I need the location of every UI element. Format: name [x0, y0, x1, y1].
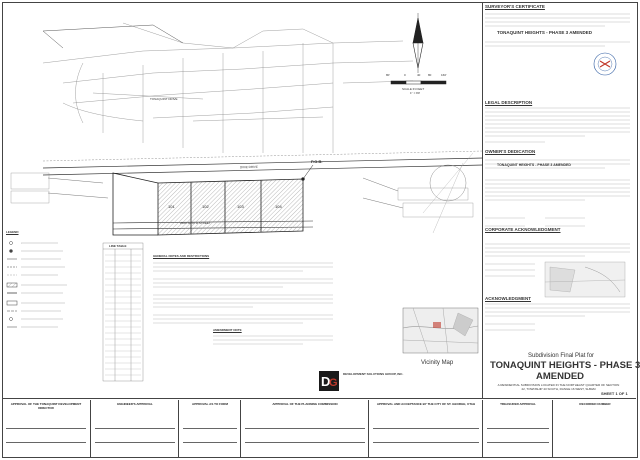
plat-title-amended: AMENDED	[536, 371, 585, 382]
company-name: DEVELOPMENT SOLUTIONS GROUP, INC.	[343, 372, 404, 376]
location-description: A RESIDENTIAL SUBDIVISION LOCATED IN THE NORTHEAST QUARTER OF SECTION 22, TOWNSHIP 43 SOUTH, RANGE 16 WEST, SLB&M	[497, 383, 620, 391]
corporate-ack-title: CORPORATE ACKNOWLEDGMENT	[485, 227, 561, 232]
legend-symbols	[7, 242, 17, 328]
approval-block-5	[482, 400, 553, 458]
approval-title-2: APPROVAL AS TO FORM	[192, 402, 228, 406]
scale-tick-1: 0	[404, 73, 406, 77]
lot-label: 103	[237, 204, 244, 209]
lot-label: 101	[168, 204, 175, 209]
approval-block-2	[178, 400, 241, 458]
legal-description-title: LEGAL DESCRIPTION	[485, 100, 533, 105]
vicinity-map-label: Vicinity Map	[421, 360, 454, 366]
general-notes-title: GENERAL NOTES AND RESTRICTIONS	[153, 254, 210, 258]
existing-lots-upper	[43, 23, 413, 153]
scale-tick-0: 80'	[386, 73, 390, 77]
owners-dedication-title: OWNER'S DEDICATION	[485, 149, 536, 154]
pob-label: P.O.B.	[311, 159, 323, 164]
scale-tick-2: 40	[417, 73, 421, 77]
amendment-note-title: AMENDMENT NOTE	[213, 328, 242, 332]
lot-label: 104	[275, 204, 282, 209]
surveyor-seal	[594, 53, 616, 75]
pob-marker	[302, 165, 314, 181]
dedication-name: TONAQUINT HEIGHTS - PHASE 3 AMENDED	[497, 163, 571, 167]
approval-block-6	[552, 400, 637, 458]
vicinity-map	[403, 308, 478, 353]
plat-drawing	[3, 3, 483, 399]
scale-sub: 1" = 80'	[410, 91, 421, 95]
scale-tick-3: 80	[428, 73, 432, 77]
approval-title-3: APPROVAL OF THE PLANNING COMMISSION	[272, 402, 338, 406]
company-logo	[319, 371, 339, 391]
approval-title-0: APPROVAL OF THE TONAQUINT DEVELOPMENT DIRECTOR	[10, 402, 82, 410]
scale-tick-4: 160'	[441, 73, 447, 77]
approval-title-5: TREASURER APPROVAL	[500, 402, 536, 406]
road-label-dixie: DIXIE DRIVE	[239, 164, 258, 170]
approval-block-3	[240, 400, 369, 458]
legend-title: LEGEND	[6, 230, 19, 234]
scale-bar	[391, 81, 446, 84]
approval-block-1	[90, 400, 179, 458]
inset-map	[545, 262, 625, 297]
acknowledgment-title: ACKNOWLEDGMENT	[485, 296, 531, 301]
approval-block-4	[368, 400, 483, 458]
surveyors-certificate-title: SURVEYOR'S CERTIFICATE	[485, 4, 545, 9]
lot-label: 102	[202, 204, 209, 209]
scale-label: SCALE IN FEET	[402, 87, 425, 91]
north-arrow	[413, 13, 423, 73]
sheet-number: SHEET 1 OF 1	[601, 391, 628, 396]
subdivision-label: Subdivision Final Plat for	[528, 353, 595, 359]
line-table-title: LINE TABLE	[109, 244, 127, 248]
approval-block-0	[2, 400, 90, 458]
subdivision-name: TONAQUINT HEIGHTS - PHASE 3 AMENDED	[497, 30, 593, 35]
approval-title-1: ENGINEER'S APPROVAL	[117, 402, 153, 406]
approval-title-4: APPROVAL AND ACCEPTANCE BY THE CITY OF ST. GEORGE, UTAH	[376, 402, 476, 406]
approval-title-6: RECORDED NUMBER	[579, 402, 611, 406]
road-label-2600: 2600 SOUTH STREET	[180, 221, 211, 225]
line-table	[103, 243, 143, 381]
svg-text:.: .	[21, 242, 22, 245]
svg-text:G: G	[329, 377, 338, 389]
svg-text:D: D	[321, 374, 331, 389]
road-label-tonaquint: TONAQUINT DRIVE	[150, 97, 178, 101]
plat-title-main: TONAQUINT HEIGHTS - PHASE 3	[490, 360, 640, 371]
dixie-drive-road	[43, 151, 483, 175]
